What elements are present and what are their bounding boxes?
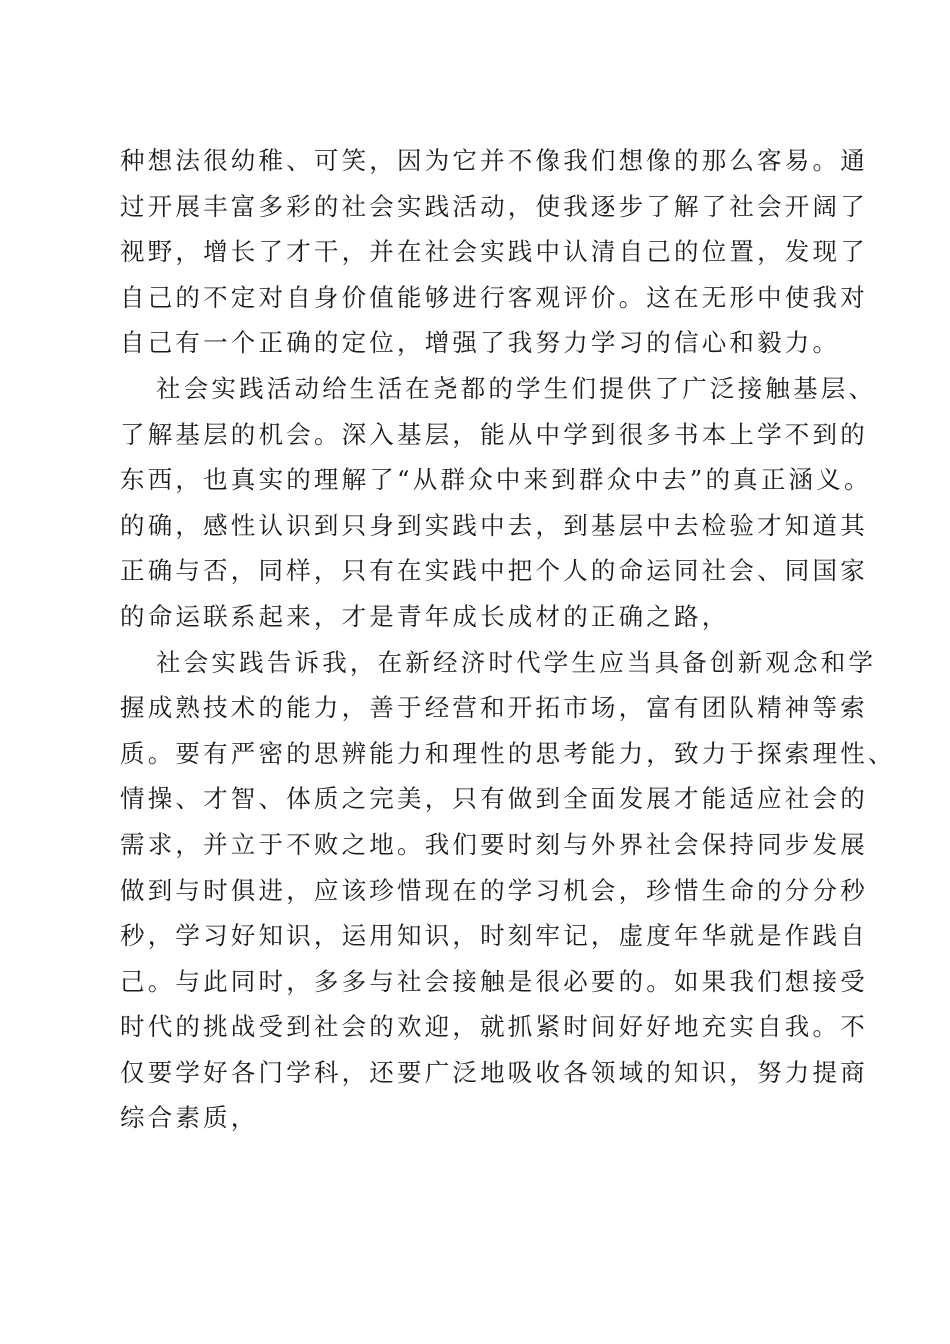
text-line: 需求，并立于不败之地。我们要时刻与外界社会保持同步发展 <box>120 829 868 859</box>
text-line: 了解基层的机会。深入基层，能从中学到很多书本上学不到的 <box>120 419 868 449</box>
text-line: 握成熟技术的能力，善于经营和开拓市场，富有团队精神等索 <box>120 693 868 723</box>
text-line: 视野，增长了才干，并在社会实践中认清自己的位置，发现了 <box>120 237 868 267</box>
text-line: 的命运联系起来，才是青年成长成材的正确之路， <box>120 601 730 631</box>
text-line: 综合素质， <box>120 1103 259 1133</box>
text-line: 东西，也真实的理解了“从群众中来到群众中去”的真正涵义。 <box>120 465 872 495</box>
text-line: 自己的不定对自身价值能够进行客观评价。这在无形中使我对 <box>120 282 868 312</box>
text-line: 秒，学习好知识，运用知识，时刻牢记，虚度年华就是作践自 <box>120 921 868 951</box>
paragraph-2 <box>120 366 877 640</box>
paragraph-1 <box>120 138 868 366</box>
text-line: 情操、才智、体质之完美，只有做到全面发展才能适应社会的 <box>120 784 868 814</box>
paragraph-3 <box>120 640 896 1142</box>
text-line: 质。要有严密的思辨能力和理性的思考能力，致力于探索理性、 <box>120 738 896 768</box>
text-line: 仅要学好各门学科，还要广泛地吸收各领域的知识，努力提商 <box>120 1057 868 1087</box>
text-line: 自己有一个正确的定位，增强了我努力学习的信心和毅力。 <box>120 328 841 358</box>
text-line: 社会实践活动给生活在尧都的学生们提供了广泛接触基层、 <box>156 373 877 403</box>
text-line: 过开展丰富多彩的社会实践活动，使我逐步了解了社会开阔了 <box>120 191 868 221</box>
text-line: 时代的挑战受到社会的欢迎，就抓紧时间好好地充实自我。不 <box>120 1012 868 1042</box>
text-line: 正确与否，同样，只有在实践中把个人的命运同社会、同国家 <box>120 556 868 586</box>
text-line: 种想法很幼稚、可笑，因为它并不像我们想像的那么客易。通 <box>120 146 868 175</box>
document-body <box>120 138 896 1141</box>
text-line: 的确，感性认识到只身到实践中去，到基层中去检验才知道其 <box>120 510 868 540</box>
text-line: 做到与时俱进，应该珍惜现在的学习机会，珍惜生命的分分秒 <box>120 875 868 905</box>
text-line: 己。与此同时，多多与社会接触是很必要的。如果我们想接受 <box>120 966 868 996</box>
text-line: 社会实践告诉我，在新经济时代学生应当具备创新观念和学 <box>156 647 877 677</box>
